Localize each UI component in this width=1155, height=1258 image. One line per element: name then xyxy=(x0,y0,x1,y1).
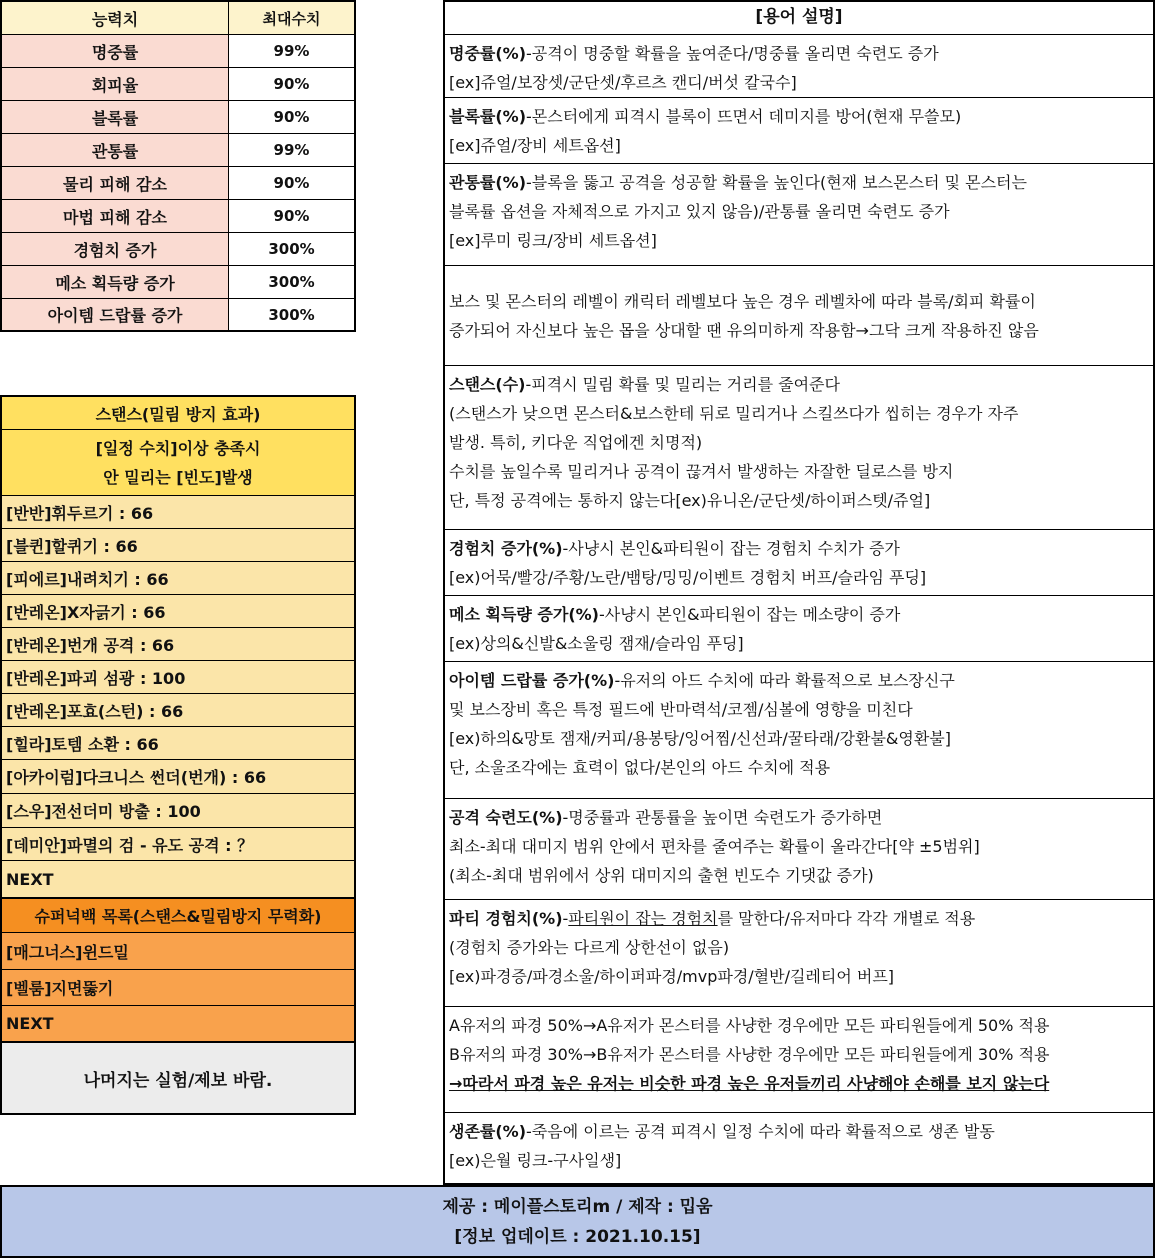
stance-item: [아카이럼]다크니스 썬더(번개) : 66 xyxy=(2,760,354,794)
mastery-line3: (최소-최대 범위에서 상위 대미지의 출현 빈도수 기댓값 증가) xyxy=(449,866,874,885)
example-block: [ex]쥬얼/장비 세트옵션] xyxy=(449,136,621,155)
glossary-mastery xyxy=(445,799,1153,900)
drop-line4: 단, 소울조각에는 효력이 없다/본인의 아드 수치에 적용 xyxy=(449,758,831,777)
desc-survival: -죽음에 이르는 공격 피격시 일정 수치에 따라 확률적으로 생존 발동 xyxy=(526,1122,995,1141)
term-stance: 스탠스(수) xyxy=(449,375,526,394)
glossary-exp xyxy=(445,530,1153,596)
stats-row xyxy=(2,35,354,68)
term-pierce: 관통률(%) xyxy=(449,173,527,192)
example-party-exp: [ex)파경증/파경소울/하이퍼파경/mvp파경/혈반/길레티어 버프] xyxy=(449,967,895,986)
stats-row xyxy=(2,200,354,233)
super-knockback-item: [벨룸]지면뚫기 xyxy=(2,970,354,1006)
stat-name: 메소 획득량 증가 xyxy=(2,266,229,298)
glossary-box xyxy=(443,0,1155,1185)
pierce-line2: 블록률 옵션을 자체적으로 가지고 있지 않음)/관통률 올리면 숙련도 증가 xyxy=(449,202,950,221)
stat-max: 90% xyxy=(229,167,354,199)
stance-line5: 단, 특정 공격에는 통하지 않는다[ex)유니온/군단셋/하이퍼스텟/쥬얼] xyxy=(449,491,931,510)
footer xyxy=(0,1185,1155,1258)
glossary-title: [용어 설명] xyxy=(445,2,1153,35)
stance-title: 스탠스(밀림 방지 효과) xyxy=(2,397,354,430)
desc-mastery: -명중률과 관통률을 높이면 숙련도가 증가하면 xyxy=(562,808,883,827)
term-mastery: 공격 숙련도(%) xyxy=(449,808,563,827)
stats-row xyxy=(2,134,354,167)
glossary-party-exp xyxy=(445,900,1153,1007)
term-accuracy: 명중률(%) xyxy=(449,44,527,63)
stats-header-max: 최대수치 xyxy=(229,2,354,34)
stance-item: [반레온]파괴 섬광 : 100 xyxy=(2,661,354,694)
stat-name: 블록률 xyxy=(2,101,229,133)
glossary-drop xyxy=(445,662,1153,799)
footer-update: [정보 업데이트 : 2021.10.15] xyxy=(454,1226,701,1247)
glossary-survival xyxy=(445,1113,1153,1183)
party-note-line3: →따라서 파경 높은 유저는 비슷한 파경 높은 유저들끼리 사냥해야 손해를 보지 않는다 xyxy=(449,1074,1050,1093)
example-exp: [ex)어묵/빨강/주황/노란/뱀탕/밍밍/이벤트 경험치 버프/슬라임 푸딩] xyxy=(449,568,927,587)
stats-table xyxy=(0,0,356,332)
stance-item: [반레온]X자긁기 : 66 xyxy=(2,595,354,628)
party-exp-line2: (경험치 증가와는 다르게 상한선이 없음) xyxy=(449,938,730,957)
glossary-meso xyxy=(445,596,1153,662)
stat-name: 마법 피해 감소 xyxy=(2,200,229,232)
stat-name: 회피율 xyxy=(2,68,229,100)
stance-item: [힐라]토템 소환 : 66 xyxy=(2,727,354,760)
glossary-party-note xyxy=(445,1007,1153,1113)
stat-name: 명중률 xyxy=(2,35,229,67)
stat-max: 90% xyxy=(229,200,354,232)
stat-name: 경험치 증가 xyxy=(2,233,229,265)
level-note-line2: 증가되어 자신보다 높은 몹을 상대할 땐 유의미하게 작용함→그닥 크게 작용하진 않음 xyxy=(449,320,1039,340)
party-note-line2: B유저의 파경 30%→B유저가 몬스터를 사냥한 경우에만 모든 파티원들에게 30% 적용 xyxy=(449,1045,1050,1064)
stance-item: [스우]전선더미 방출 : 100 xyxy=(2,794,354,828)
stats-row xyxy=(2,68,354,101)
stat-max: 300% xyxy=(229,266,354,298)
stats-row xyxy=(2,233,354,266)
super-knockback-box xyxy=(0,897,356,1043)
stance-line4: 수치를 높일수록 밀리거나 공격이 끊겨서 발생하는 자잘한 딜로스를 방지 xyxy=(449,462,954,481)
desc-stance: -피격시 밀림 확률 및 밀리는 거리를 줄여준다 xyxy=(525,375,840,394)
desc-party-exp-underlined: 파티원이 잡는 경험치 xyxy=(568,909,718,928)
stance-item: [피에르]내려치기 : 66 xyxy=(2,562,354,595)
example-drop: [ex)하의&망토 잼재/커피/용봉탕/잉어찜/신선과/꿀타래/강환불&영환불] xyxy=(449,729,951,748)
stat-name: 물리 피해 감소 xyxy=(2,167,229,199)
term-meso: 메소 획득량 증가(%) xyxy=(449,605,599,624)
desc-party-exp-pre: - xyxy=(562,909,569,928)
super-knockback-title: 슈퍼넉백 목록(스탠스&밀림방지 무력화) xyxy=(2,899,354,933)
glossary-stance xyxy=(445,366,1153,530)
desc-block: -몬스터에게 피격시 블록이 뜨면서 데미지를 방어(현재 무쓸모) xyxy=(526,107,962,126)
mastery-line2: 최소-최대 대미지 범위 안에서 편차를 줄여주는 확률이 올라간다[약 ±5범위] xyxy=(449,837,980,856)
example-meso: [ex)상의&신발&소울링 잼재/슬라임 푸딩] xyxy=(449,634,744,653)
level-note-line1: 보스 및 몬스터의 레벨이 캐릭터 레벨보다 높은 경우 레벨차에 따라 블록/회피 확률이 xyxy=(449,291,1036,311)
stat-max: 300% xyxy=(229,299,354,330)
stats-row xyxy=(2,299,354,330)
desc-party-exp-post: 를 말한다/유저마다 각각 개별로 적용 xyxy=(717,909,976,928)
party-note-line1: A유저의 파경 50%→A유저가 몬스터를 사냥한 경우에만 모든 파티원들에게 50% 적용 xyxy=(449,1016,1050,1035)
term-exp: 경험치 증가(%) xyxy=(449,539,563,558)
footer-credit: 제공 : 메이플스토리m / 제작 : 밉움 xyxy=(442,1196,713,1217)
stats-row xyxy=(2,266,354,299)
desc-exp: -사냥시 본인&파티원이 잡는 경험치 수치가 증가 xyxy=(562,539,900,558)
stat-max: 99% xyxy=(229,134,354,166)
term-survival: 생존률(%) xyxy=(449,1122,527,1141)
stance-desc-line1: [일정 수치]이상 충족시 xyxy=(95,438,261,458)
stat-max: 300% xyxy=(229,233,354,265)
example-pierce: [ex]루미 링크/장비 세트옵션] xyxy=(449,231,657,250)
misc-note: 나머지는 실험/제보 바람. xyxy=(0,1041,356,1115)
desc-accuracy: -공격이 명중할 확률을 높여준다/명중률 올리면 숙련도 증가 xyxy=(526,44,939,63)
glossary-accuracy xyxy=(445,35,1153,98)
stance-desc-line2: 안 밀리는 [빈도]발생 xyxy=(103,467,253,487)
stance-line3: 발생. 특히, 키다운 직업에겐 치명적) xyxy=(449,433,703,452)
super-knockback-item: NEXT xyxy=(2,1006,354,1041)
stats-row xyxy=(2,101,354,134)
term-block: 블록률(%) xyxy=(449,107,527,126)
stat-name: 아이템 드랍률 증가 xyxy=(2,299,229,330)
stance-item: [블퀸]할퀴기 : 66 xyxy=(2,529,354,562)
desc-pierce: -블록을 뚫고 공격을 성공할 확률을 높인다(현재 보스몬스터 및 몬스터는 xyxy=(526,173,1027,192)
glossary-level-note xyxy=(445,266,1153,366)
stance-item: [데미안]파멸의 검 - 유도 공격 : ？ xyxy=(2,828,354,861)
example-accuracy: [ex]쥬얼/보장셋/군단셋/후르츠 캔디/버섯 칼국수] xyxy=(449,73,797,92)
glossary-block xyxy=(445,98,1153,164)
stance-item: [반레온]번개 공격 : 66 xyxy=(2,628,354,661)
stance-description xyxy=(2,430,354,496)
stats-header-row xyxy=(2,2,354,35)
stat-name: 관통률 xyxy=(2,134,229,166)
stats-row xyxy=(2,167,354,200)
stats-header-name: 능력치 xyxy=(2,2,229,34)
stat-max: 90% xyxy=(229,101,354,133)
super-knockback-item: [매그너스]윈드밀 xyxy=(2,933,354,970)
stance-item: [반레온]포효(스턴) : 66 xyxy=(2,694,354,727)
stance-line2: (스탠스가 낮으면 몬스터&보스한테 뒤로 밀리거나 스킬쓰다가 씹히는 경우가 자주 xyxy=(449,404,1019,423)
example-survival: [ex)은월 링크-구사일생] xyxy=(449,1151,622,1170)
stat-max: 90% xyxy=(229,68,354,100)
term-party-exp: 파티 경험치(%) xyxy=(449,909,563,928)
stat-max: 99% xyxy=(229,35,354,67)
term-drop: 아이템 드랍률 증가(%) xyxy=(449,671,615,690)
drop-line2: 및 보스장비 혹은 특정 필드에 반마력석/코젬/심볼에 영향을 미친다 xyxy=(449,700,913,719)
desc-meso: -사냥시 본인&파티원이 잡는 메소량이 증가 xyxy=(599,605,901,624)
stance-item: [반반]휘두르기 : 66 xyxy=(2,496,354,529)
desc-drop: -유저의 아드 수치에 따라 확률적으로 보스장신구 xyxy=(614,671,955,690)
stance-item: NEXT xyxy=(2,861,354,897)
stance-box xyxy=(0,395,356,899)
glossary-pierce xyxy=(445,164,1153,266)
